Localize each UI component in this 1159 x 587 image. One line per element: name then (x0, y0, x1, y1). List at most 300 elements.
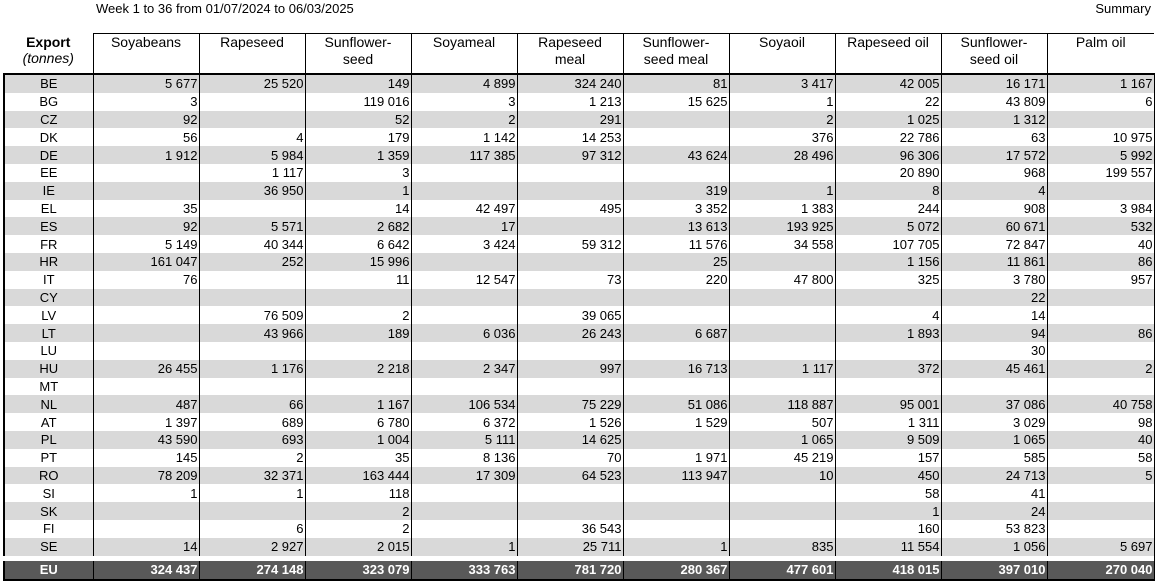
table-cell: 58 (835, 484, 941, 502)
table-cell: 3 984 (1047, 200, 1154, 218)
table-cell: 41 (941, 484, 1047, 502)
table-cell (623, 289, 729, 307)
table-cell: 199 557 (1047, 164, 1154, 182)
table-cell (835, 289, 941, 307)
country-code: IT (4, 271, 93, 289)
country-code: NL (4, 395, 93, 413)
table-cell (411, 378, 517, 396)
table-row (4, 538, 1154, 556)
table-cell (729, 324, 835, 342)
table-cell (199, 200, 305, 218)
table-cell: 22 786 (835, 128, 941, 146)
country-code: PL (4, 431, 93, 449)
table-cell: 244 (835, 200, 941, 218)
table-cell (1047, 502, 1154, 520)
table-cell: 107 705 (835, 235, 941, 253)
table-cell: 1 (835, 502, 941, 520)
table-cell (623, 128, 729, 146)
total-cell: 324 437 (93, 561, 199, 580)
table-cell: 3 (305, 164, 411, 182)
table-cell: 72 847 (941, 235, 1047, 253)
table-row (4, 271, 1154, 289)
table-cell: 24 (941, 502, 1047, 520)
table-cell: 3 (93, 93, 199, 111)
table-cell: 43 966 (199, 324, 305, 342)
column-header-line: Soyameal (432, 34, 496, 50)
table-cell (1047, 484, 1154, 502)
table-cell: 1 156 (835, 253, 941, 271)
table-cell: 52 (305, 111, 411, 129)
table-cell: 14 625 (517, 431, 623, 449)
table-cell: 22 (835, 93, 941, 111)
table-cell (199, 342, 305, 360)
table-cell: 1 167 (305, 395, 411, 413)
table-cell: 6 780 (305, 413, 411, 431)
table-cell: 26 243 (517, 324, 623, 342)
column-header (1047, 34, 1154, 75)
table-cell: 39 065 (517, 306, 623, 324)
table-cell: 487 (93, 395, 199, 413)
table-cell (411, 342, 517, 360)
table-cell: 1 117 (729, 360, 835, 378)
table-cell: 1 397 (93, 413, 199, 431)
table-cell: 1 312 (941, 111, 1047, 129)
table-cell: 51 086 (623, 395, 729, 413)
table-row (4, 484, 1154, 502)
table-cell: 1 025 (835, 111, 941, 129)
table-cell: 4 (941, 182, 1047, 200)
table-row (4, 395, 1154, 413)
country-code: DK (4, 128, 93, 146)
table-cell: 372 (835, 360, 941, 378)
country-code: HR (4, 253, 93, 271)
table-cell: 37 086 (941, 395, 1047, 413)
total-cell: 270 040 (1047, 561, 1154, 580)
table-cell: 957 (1047, 271, 1154, 289)
table-row (4, 164, 1154, 182)
column-header (517, 34, 623, 75)
table-cell: 30 (941, 342, 1047, 360)
table-cell: 11 576 (623, 235, 729, 253)
table-cell (93, 342, 199, 360)
table-cell: 997 (517, 360, 623, 378)
table-cell (517, 484, 623, 502)
table-cell (729, 253, 835, 271)
table-cell (623, 306, 729, 324)
column-header (411, 34, 517, 75)
table-cell: 1 971 (623, 449, 729, 467)
table-cell: 20 890 (835, 164, 941, 182)
table-cell: 1 383 (729, 200, 835, 218)
country-code: SE (4, 538, 93, 556)
table-cell: 252 (199, 253, 305, 271)
country-code: SI (4, 484, 93, 502)
table-cell: 40 758 (1047, 395, 1154, 413)
table-cell: 25 711 (517, 538, 623, 556)
table-cell: 1 912 (93, 146, 199, 164)
country-code: RO (4, 467, 93, 485)
table-cell (729, 342, 835, 360)
table-cell: 1 117 (199, 164, 305, 182)
table-cell (93, 182, 199, 200)
table-cell (729, 289, 835, 307)
table-cell (623, 502, 729, 520)
table-cell: 14 (941, 306, 1047, 324)
table-cell: 693 (199, 431, 305, 449)
table-cell: 22 (941, 289, 1047, 307)
country-code: BG (4, 93, 93, 111)
country-code: DE (4, 146, 93, 164)
table-cell (199, 378, 305, 396)
table-cell (623, 342, 729, 360)
table-cell: 908 (941, 200, 1047, 218)
table-cell: 2 682 (305, 217, 411, 235)
table-cell: 11 861 (941, 253, 1047, 271)
total-cell: 418 015 (835, 561, 941, 580)
table-cell: 2 (199, 449, 305, 467)
table-cell: 15 625 (623, 93, 729, 111)
table-cell: 78 209 (93, 467, 199, 485)
table-cell: 73 (517, 271, 623, 289)
table-cell (1047, 342, 1154, 360)
table-cell: 145 (93, 449, 199, 467)
table-cell: 325 (835, 271, 941, 289)
table-cell (411, 289, 517, 307)
column-header-line: Rapeseed (538, 34, 602, 50)
table-cell: 14 (305, 200, 411, 218)
export-table (3, 33, 1155, 581)
table-row (4, 449, 1154, 467)
table-cell: 11 (305, 271, 411, 289)
table-cell: 189 (305, 324, 411, 342)
table-cell (93, 502, 199, 520)
total-cell: 397 010 (941, 561, 1047, 580)
country-code: LT (4, 324, 93, 342)
table-cell: 4 (835, 306, 941, 324)
table-cell: 36 950 (199, 182, 305, 200)
table-cell (411, 484, 517, 502)
column-header-line: Rapeseed (220, 34, 284, 50)
country-code: FR (4, 235, 93, 253)
table-row (4, 74, 1154, 93)
column-header (941, 34, 1047, 75)
table-cell: 3 352 (623, 200, 729, 218)
column-header (835, 34, 941, 75)
table-cell: 28 496 (729, 146, 835, 164)
table-cell: 3 029 (941, 413, 1047, 431)
table-cell: 6 372 (411, 413, 517, 431)
table-row (4, 253, 1154, 271)
table-cell: 97 312 (517, 146, 623, 164)
table-cell: 6 642 (305, 235, 411, 253)
table-row (4, 289, 1154, 307)
table-row (4, 182, 1154, 200)
column-header-line: Soyaoil (759, 34, 805, 50)
table-cell: 42 005 (835, 74, 941, 93)
table-cell: 3 (411, 93, 517, 111)
table-cell: 34 558 (729, 235, 835, 253)
table-cell (517, 253, 623, 271)
table-cell (623, 111, 729, 129)
table-cell: 1 065 (729, 431, 835, 449)
table-row (4, 128, 1154, 146)
table-cell (623, 378, 729, 396)
total-row (4, 561, 1154, 580)
corner-header (4, 34, 93, 75)
table-cell: 95 001 (835, 395, 941, 413)
table-cell (1047, 520, 1154, 538)
table-row (4, 93, 1154, 111)
column-header-line: Rapeseed oil (847, 34, 929, 50)
table-cell: 5 149 (93, 235, 199, 253)
column-header-line: Sunflower- (642, 34, 710, 50)
table-cell: 59 312 (517, 235, 623, 253)
table-row (4, 431, 1154, 449)
table-cell: 15 996 (305, 253, 411, 271)
table-cell (517, 502, 623, 520)
table-cell: 149 (305, 74, 411, 93)
table-cell: 11 554 (835, 538, 941, 556)
table-cell: 1 167 (1047, 74, 1154, 93)
table-cell (729, 378, 835, 396)
summary-label: Summary (1095, 1, 1151, 16)
table-cell (93, 324, 199, 342)
table-cell (411, 502, 517, 520)
table-cell (199, 93, 305, 111)
total-cell: 280 367 (623, 561, 729, 580)
table-cell: 43 809 (941, 93, 1047, 111)
table-cell: 376 (729, 128, 835, 146)
table-cell: 2 (305, 306, 411, 324)
table-cell: 118 887 (729, 395, 835, 413)
table-cell: 1 (411, 538, 517, 556)
table-cell: 1 004 (305, 431, 411, 449)
table-cell: 220 (623, 271, 729, 289)
table-cell: 1 526 (517, 413, 623, 431)
table-row (4, 467, 1154, 485)
table-cell: 42 497 (411, 200, 517, 218)
column-header-line: seed oil (969, 51, 1019, 67)
table-cell (411, 520, 517, 538)
column-header-line: Palm oil (1075, 34, 1126, 50)
table-cell (93, 378, 199, 396)
table-cell (729, 502, 835, 520)
table-cell: 450 (835, 467, 941, 485)
table-cell: 689 (199, 413, 305, 431)
table-cell (623, 164, 729, 182)
country-code: CZ (4, 111, 93, 129)
table-cell: 2 347 (411, 360, 517, 378)
total-code: EU (4, 561, 93, 580)
table-cell: 56 (93, 128, 199, 146)
table-cell: 26 455 (93, 360, 199, 378)
table-cell: 532 (1047, 217, 1154, 235)
table-cell (623, 484, 729, 502)
table-cell: 92 (93, 111, 199, 129)
table-cell: 1 (729, 93, 835, 111)
country-code: LV (4, 306, 93, 324)
total-cell: 477 601 (729, 561, 835, 580)
table-cell: 66 (199, 395, 305, 413)
table-cell: 47 800 (729, 271, 835, 289)
table-cell: 40 (1047, 431, 1154, 449)
table-row (4, 502, 1154, 520)
total-cell: 781 720 (517, 561, 623, 580)
column-header (623, 34, 729, 75)
table-cell: 319 (623, 182, 729, 200)
table-cell: 17 309 (411, 467, 517, 485)
table-cell: 2 015 (305, 538, 411, 556)
table-cell: 58 (1047, 449, 1154, 467)
table-cell: 36 543 (517, 520, 623, 538)
table-cell: 35 (305, 449, 411, 467)
table-cell (835, 342, 941, 360)
table-cell: 1 142 (411, 128, 517, 146)
table-cell: 2 (305, 502, 411, 520)
table-cell: 5 571 (199, 217, 305, 235)
table-cell (517, 289, 623, 307)
table-cell (305, 342, 411, 360)
table-cell: 117 385 (411, 146, 517, 164)
table-cell: 1 893 (835, 324, 941, 342)
country-code: SK (4, 502, 93, 520)
table-cell: 1 (305, 182, 411, 200)
table-cell: 53 823 (941, 520, 1047, 538)
column-header (729, 34, 835, 75)
table-cell: 6 (1047, 93, 1154, 111)
table-cell: 1 529 (623, 413, 729, 431)
table-cell: 1 065 (941, 431, 1047, 449)
table-cell (1047, 306, 1154, 324)
total-cell: 323 079 (305, 561, 411, 580)
table-cell: 157 (835, 449, 941, 467)
table-cell (199, 289, 305, 307)
corner-unit: (tonnes) (22, 49, 74, 66)
table-cell: 81 (623, 74, 729, 93)
period-label: Week 1 to 36 from 01/07/2024 to 06/03/2025 (96, 1, 354, 16)
table-row (4, 324, 1154, 342)
table-cell (729, 164, 835, 182)
table-cell: 1 213 (517, 93, 623, 111)
table-cell (411, 182, 517, 200)
table-cell (305, 289, 411, 307)
table-cell: 9 509 (835, 431, 941, 449)
table-cell (411, 306, 517, 324)
table-cell: 1 176 (199, 360, 305, 378)
table-cell: 5 (1047, 467, 1154, 485)
country-code: MT (4, 378, 93, 396)
column-header-line: Soyabeans (110, 34, 182, 50)
table-cell: 1 359 (305, 146, 411, 164)
table-cell: 32 371 (199, 467, 305, 485)
table-cell: 5 677 (93, 74, 199, 93)
table-cell: 24 713 (941, 467, 1047, 485)
country-code: ES (4, 217, 93, 235)
table-cell (1047, 289, 1154, 307)
table-cell: 6 687 (623, 324, 729, 342)
table-row (4, 306, 1154, 324)
table-cell: 14 253 (517, 128, 623, 146)
table-cell: 98 (1047, 413, 1154, 431)
table-cell: 6 (199, 520, 305, 538)
table-cell: 1 (623, 538, 729, 556)
table-row (4, 520, 1154, 538)
corner-title: Export (26, 33, 71, 50)
table-cell: 8 (835, 182, 941, 200)
table-cell: 17 572 (941, 146, 1047, 164)
table-cell: 45 219 (729, 449, 835, 467)
table-cell (729, 520, 835, 538)
table-cell: 119 016 (305, 93, 411, 111)
total-cell: 333 763 (411, 561, 517, 580)
country-code: EE (4, 164, 93, 182)
table-cell: 17 (411, 217, 517, 235)
table-cell: 495 (517, 200, 623, 218)
table-cell: 5 697 (1047, 538, 1154, 556)
country-code: HU (4, 360, 93, 378)
table-cell: 2 927 (199, 538, 305, 556)
table-cell: 585 (941, 449, 1047, 467)
table-cell: 92 (93, 217, 199, 235)
table-cell: 3 417 (729, 74, 835, 93)
table-cell: 16 171 (941, 74, 1047, 93)
table-cell: 16 713 (623, 360, 729, 378)
column-header-line: Sunflower- (324, 34, 392, 50)
table-row (4, 111, 1154, 129)
table-cell: 64 523 (517, 467, 623, 485)
table-cell: 4 (199, 128, 305, 146)
country-code: BE (4, 74, 93, 93)
column-header-line: seed meal (643, 51, 709, 67)
table-cell: 1 (729, 182, 835, 200)
table-cell: 5 111 (411, 431, 517, 449)
table-cell: 96 306 (835, 146, 941, 164)
table-cell: 76 509 (199, 306, 305, 324)
table-cell: 5 984 (199, 146, 305, 164)
table-row (4, 235, 1154, 253)
table-cell: 8 136 (411, 449, 517, 467)
country-code: FI (4, 520, 93, 538)
table-cell (517, 164, 623, 182)
table-cell (517, 342, 623, 360)
country-code: CY (4, 289, 93, 307)
column-header-line: meal (554, 51, 586, 67)
table-cell: 25 520 (199, 74, 305, 93)
table-cell: 179 (305, 128, 411, 146)
table-cell (305, 378, 411, 396)
table-cell: 13 613 (623, 217, 729, 235)
table-cell: 835 (729, 538, 835, 556)
table-cell: 2 (305, 520, 411, 538)
table-cell: 60 671 (941, 217, 1047, 235)
column-header (305, 34, 411, 75)
table-cell (517, 217, 623, 235)
table-cell: 45 461 (941, 360, 1047, 378)
table-cell: 94 (941, 324, 1047, 342)
total-cell: 274 148 (199, 561, 305, 580)
table-row (4, 342, 1154, 360)
table-cell (199, 111, 305, 129)
table-cell: 2 (411, 111, 517, 129)
table-cell: 40 (1047, 235, 1154, 253)
table-cell: 12 547 (411, 271, 517, 289)
table-cell: 75 229 (517, 395, 623, 413)
table-cell: 2 218 (305, 360, 411, 378)
table-cell: 1 (199, 484, 305, 502)
table-cell: 113 947 (623, 467, 729, 485)
country-code: LU (4, 342, 93, 360)
table-cell: 10 975 (1047, 128, 1154, 146)
